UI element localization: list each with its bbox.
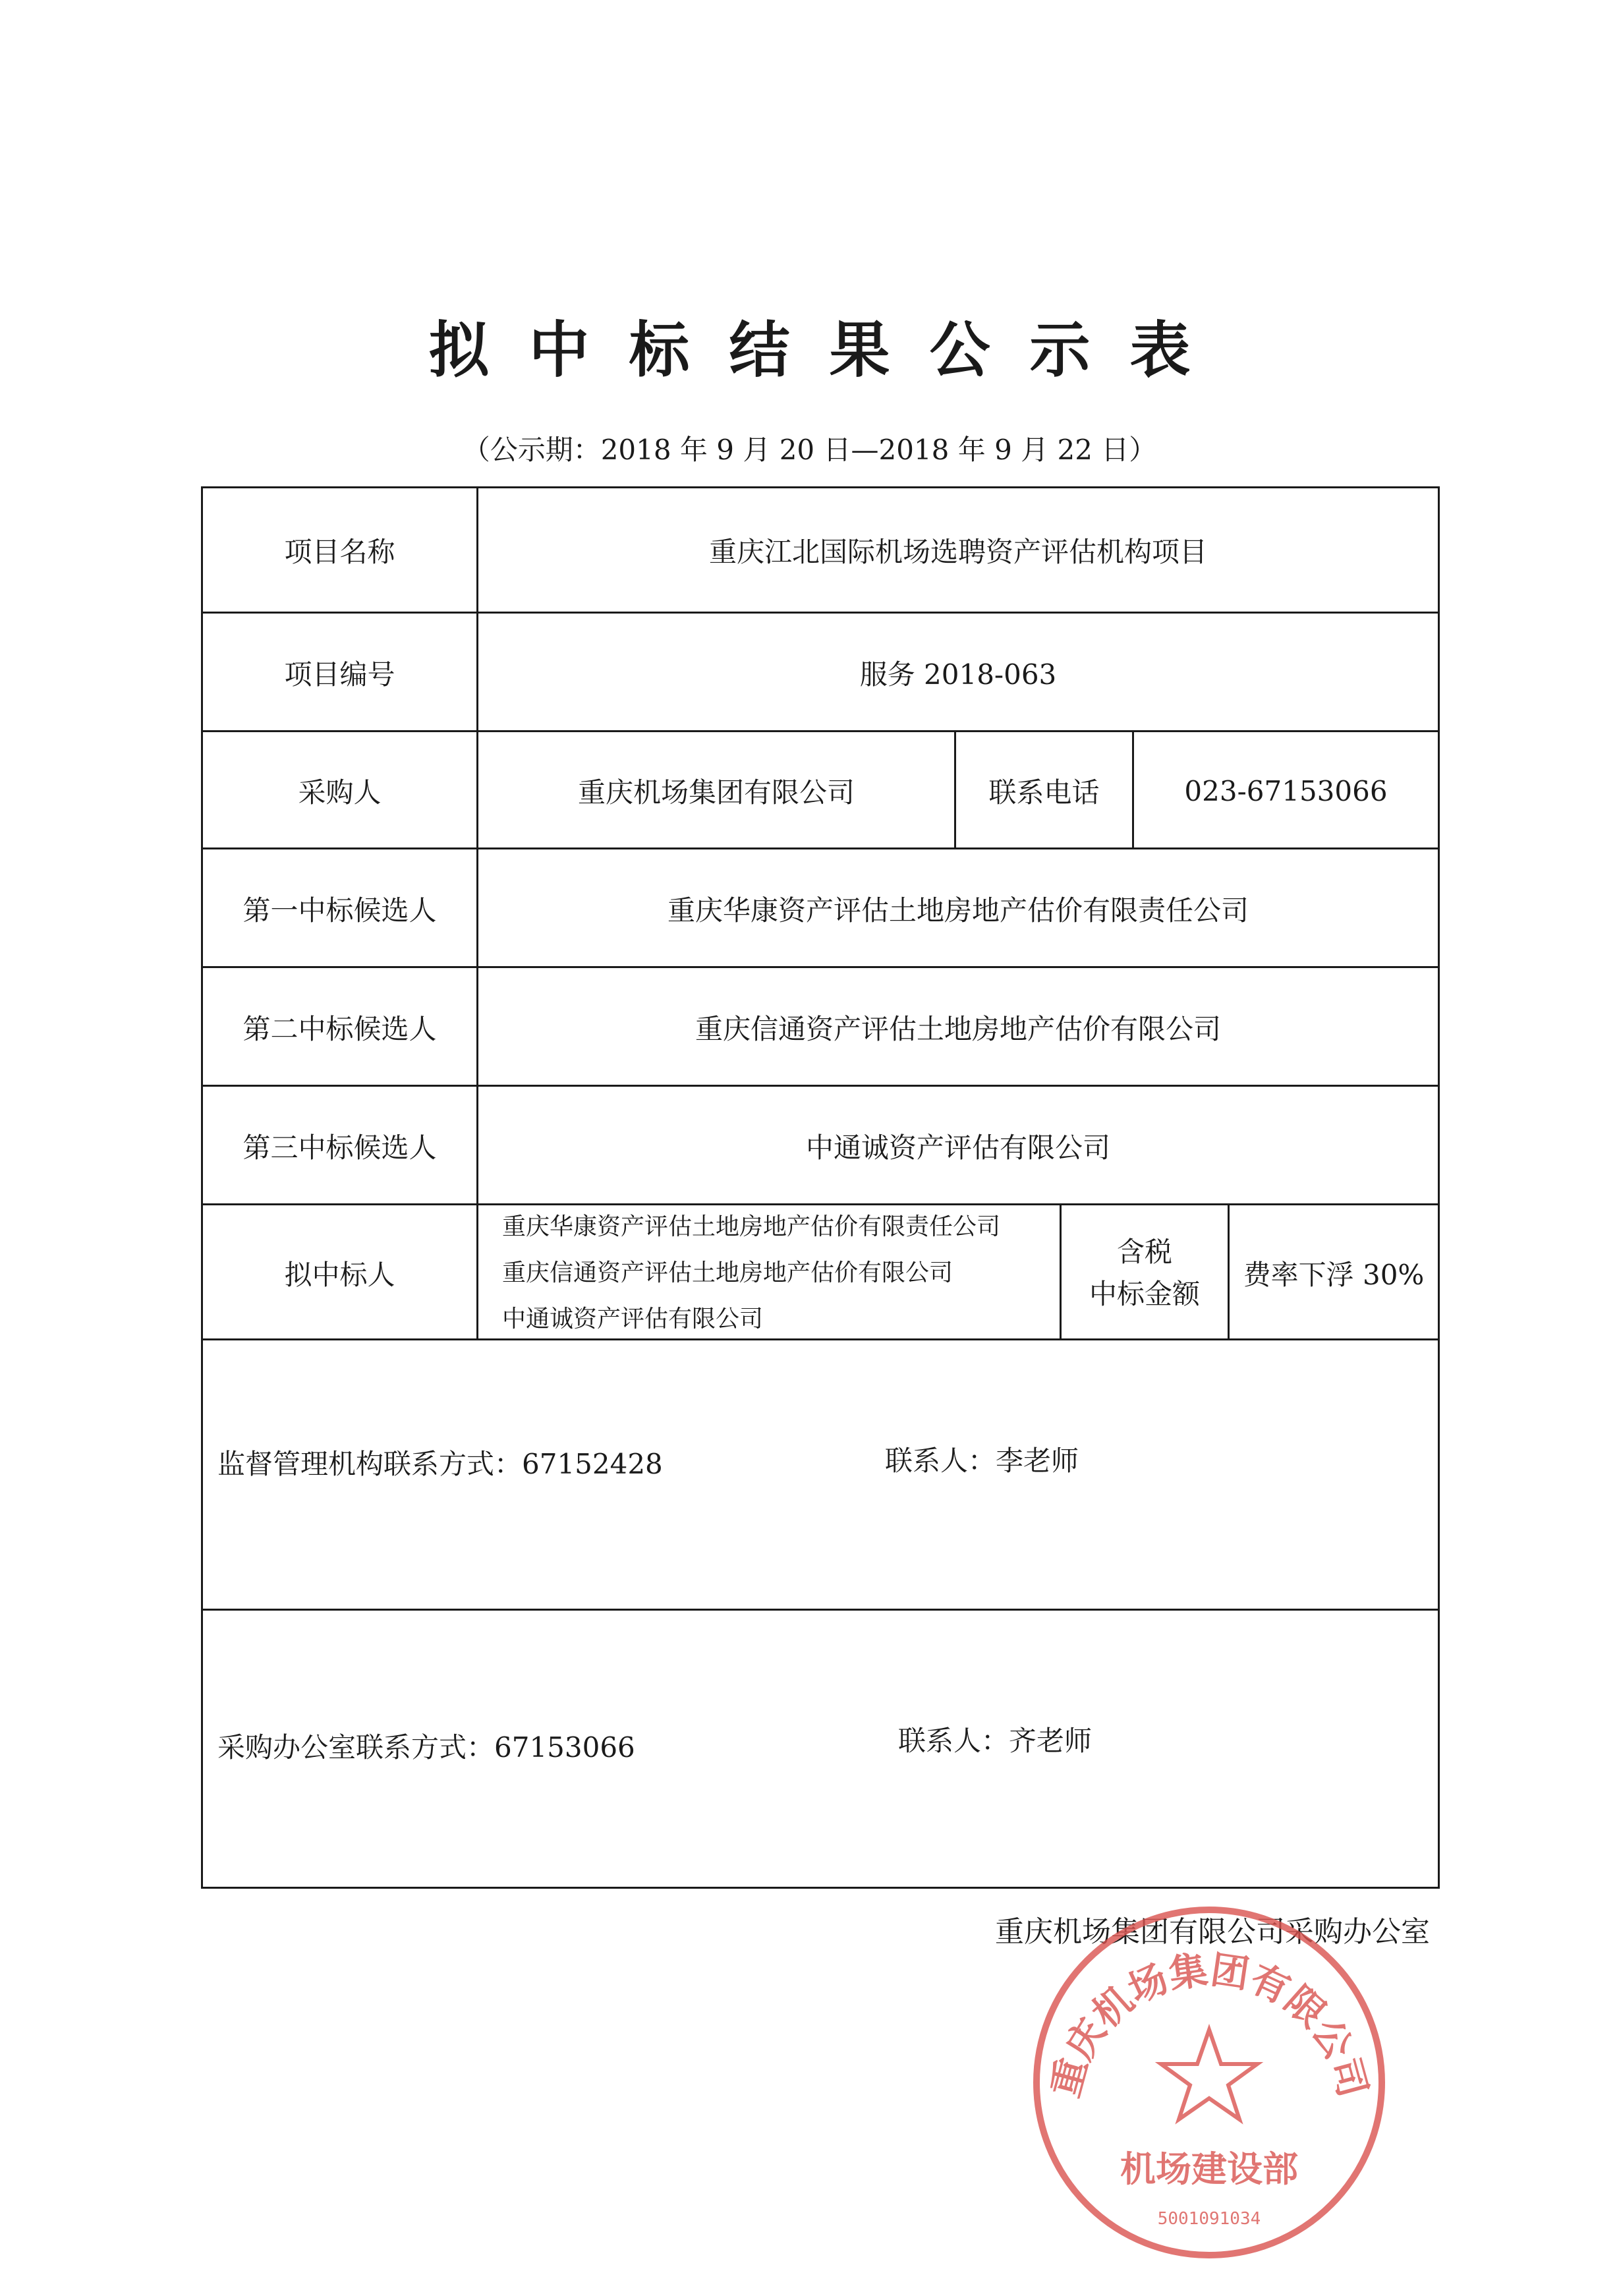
winner-names [476, 1205, 1060, 1340]
office-contact-person: 联系人：齐老师 [898, 1725, 1093, 1757]
amount-label-line-2: 中标金额 [1089, 1277, 1200, 1310]
project-name-value: 重庆江北国际机场选聘资产评估机构项目 [476, 488, 1438, 612]
svg-text:重庆机场集团有限公司: 重庆机场集团有限公司 [1042, 1947, 1376, 2102]
row-project-name [203, 488, 1438, 612]
winner-label: 拟中标人 [284, 1258, 395, 1291]
issuer-name: 重庆机场集团有限公司采购办公室 [995, 1915, 1430, 1949]
result-table [201, 486, 1440, 1889]
purchaser-value: 重庆机场集团有限公司 [476, 732, 954, 849]
winner-name-2: 重庆信通资产评估土地房地产估价有限公司 [502, 1259, 953, 1286]
candidate-2-value: 重庆信通资产评估土地房地产估价有限公司 [476, 968, 1438, 1087]
amount-value: 费率下浮 30% [1228, 1205, 1438, 1340]
row-winner [203, 1203, 1438, 1340]
official-seal [1018, 1891, 1400, 2274]
winner-name-1: 重庆华康资产评估土地房地产估价有限责任公司 [502, 1213, 1001, 1240]
candidate-1-value: 重庆华康资产评估土地房地产估价有限责任公司 [476, 849, 1438, 968]
row-candidate-2 [203, 966, 1438, 1087]
phone-label: 联系电话 [954, 732, 1132, 849]
page-title: 拟中标结果公示表 [428, 315, 1230, 386]
publicity-period: （公示期：2018 年 9 月 20 日—2018 年 9 月 22 日） [462, 434, 1157, 466]
project-number-label: 项目编号 [284, 658, 395, 691]
amount-label [1060, 1205, 1228, 1340]
candidate-1-label: 第一中标候选人 [242, 894, 437, 927]
candidate-3-label: 第三中标候选人 [242, 1132, 437, 1164]
office-contact-info: 采购办公室联系方式：67153066 [217, 1731, 635, 1764]
row-purchaser [203, 730, 1438, 849]
row-project-number [203, 612, 1438, 732]
supervision-contact-info: 监督管理机构联系方式：67152428 [217, 1448, 663, 1480]
candidate-2-label: 第二中标候选人 [242, 1013, 437, 1045]
row-office [203, 1609, 1438, 1891]
row-candidate-1 [203, 847, 1438, 968]
supervision-contact-person: 联系人：李老师 [885, 1445, 1079, 1477]
svg-text:5001091034: 5001091034 [1157, 2209, 1261, 2229]
row-supervision [203, 1338, 1438, 1611]
row-candidate-3 [203, 1085, 1438, 1205]
purchaser-label: 采购人 [298, 776, 382, 809]
project-number-value: 服务 2018-063 [476, 614, 1438, 732]
svg-text:机场建设部: 机场建设部 [1120, 2148, 1298, 2190]
phone-value: 023-67153066 [1132, 732, 1438, 849]
project-name-label: 项目名称 [284, 535, 395, 568]
candidate-3-value: 中通诚资产评估有限公司 [476, 1087, 1438, 1205]
amount-label-line-1: 含税 [1116, 1235, 1172, 1268]
winner-name-3: 中通诚资产评估有限公司 [502, 1305, 764, 1333]
